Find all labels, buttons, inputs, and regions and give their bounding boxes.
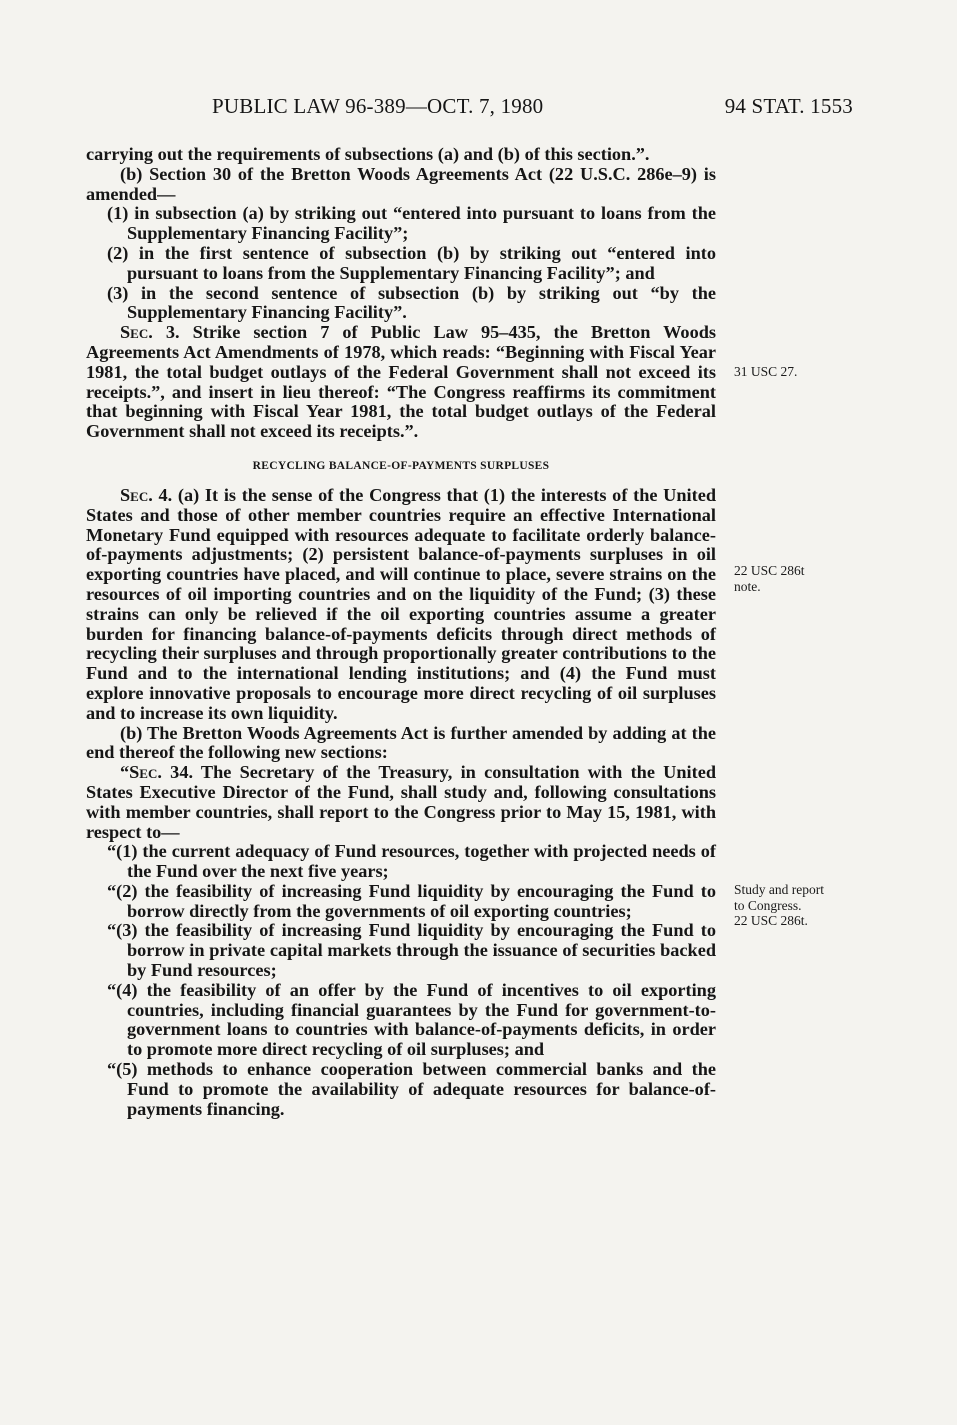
margin-note-line: Study and report bbox=[734, 882, 824, 897]
item-4: “(4) the feasibility of an offer by the Fund of incentives to oil exporting countries, including financial guarantees by the Fund for government-to-government loans to countries with balance-of-payments deficits, in order to promote more direct recycling of oil surpluses; and bbox=[107, 979, 716, 1060]
paragraph-sec-3 bbox=[86, 323, 716, 442]
paragraph-sec-4 bbox=[86, 486, 716, 724]
margin-note-22-usc-286t-note bbox=[734, 563, 864, 594]
item-2: “(2) the feasibility of increasing Fund liquidity by encouraging the Fund to borrow directly from the governments of oil exporting countries; bbox=[107, 880, 716, 921]
sec-3-text: 3. Strike section 7 of Public Law 95–435, the Bretton Woods Agreements Act Amendments of 1978, which reads: “Beginning with Fiscal Year 1981, the total budget outlays of the Federal Government shall not exceed its receipts.”, and insert in lieu thereof: “The Congress reaffirms its commitment that beginning with Fiscal Year 1981, the total budget outlays of the Federal Government shall not exceed its receipts.”. bbox=[86, 322, 716, 442]
item-5: “(5) methods to enhance cooperation between commercial banks and the Fund to promote the availability of adequate resources for balance-of-payments financing. bbox=[107, 1059, 716, 1119]
item-3: “(3) the feasibility of increasing Fund liquidity by encouraging the Fund to borrow in private capital markets through the issuance of securities backed by Fund resources; bbox=[107, 920, 716, 981]
paragraph-section-30: (b) Section 30 of the Bretton Woods Agreements Act (22 U.S.C. 286e–9) is amended— bbox=[86, 163, 716, 204]
margin-note-line: to Congress. bbox=[734, 897, 802, 913]
body-text bbox=[86, 145, 716, 1119]
margin-note-line: 22 USC 286t bbox=[734, 563, 805, 578]
item-1: “(1) the current adequacy of Fund resources, together with projected needs of the Fund over the next five years; bbox=[107, 841, 716, 882]
sec-label: Sec. bbox=[120, 484, 153, 505]
margin-note-31-usc-27 bbox=[734, 364, 864, 380]
header-stat-number: 94 STAT. 1553 bbox=[724, 94, 853, 118]
page-header bbox=[0, 94, 957, 124]
sec-4-text: 4. (a) It is the sense of the Congress that (1) the interests of the United States and those of other member countries require an effective International Monetary Fund equipped with resources adequate to facilitate orderly balance-of-payments adjustments; (2) persistent balance-of-payments surpluses in oil exporting countries have placed, and will continue to place, severe strains on the resources of oil importing countries and on the liquidity of the Fund; (3) these strains can only be relieved if the oil exporting countries assume a greater burden for financing balance-of-payments deficits through direct methods of recycling their surpluses and through proportionally greater contributions to the Fund and to the international lending institutions; and (4) the Fund must explore innovative proposals to encourage more direct recycling of oil surpluses and to increase its own liquidity. bbox=[86, 484, 716, 723]
clause-3: (3) in the second sentence of subsection (b) by striking out “by the Supplementary Financing Facility”. bbox=[107, 282, 716, 323]
header-title: PUBLIC LAW 96-389—OCT. 7, 1980 bbox=[212, 94, 544, 118]
margin-note-line: 31 USC 27. bbox=[734, 364, 798, 379]
sec-label: Sec. bbox=[129, 762, 162, 783]
margin-note-line: 22 USC 286t. bbox=[734, 913, 808, 928]
section-heading: RECYCLING BALANCE-OF-PAYMENTS SURPLUSES bbox=[252, 459, 550, 472]
sec-label: Sec. bbox=[120, 322, 153, 343]
margin-note-study-report bbox=[734, 882, 864, 929]
open-quote: “ bbox=[120, 762, 130, 783]
sec-34-text: 34. The Secretary of the Treasury, in consultation with the United States Executive Director of the Fund, shall study and, following consultations with member countries, shall report to the Congress prior to May 15, 1981, with respect to— bbox=[86, 762, 716, 842]
clause-2: (2) in the first sentence of subsection (b) by striking out “entered into pursuant to loans from the Supplementary Financing Facility”; and bbox=[107, 242, 716, 283]
paragraph-4b: (b) The Bretton Woods Agreements Act is further amended by adding at the end thereof the following new sections: bbox=[86, 722, 716, 763]
paragraph-sec-34 bbox=[86, 763, 716, 842]
clause-1: (1) in subsection (a) by striking out “entered into pursuant to loans from the Supplementary Financing Facility”; bbox=[107, 203, 716, 244]
margin-note-line: note. bbox=[734, 578, 761, 594]
paragraph-continuation: carrying out the requirements of subsections (a) and (b) of this section.”. bbox=[86, 144, 650, 164]
